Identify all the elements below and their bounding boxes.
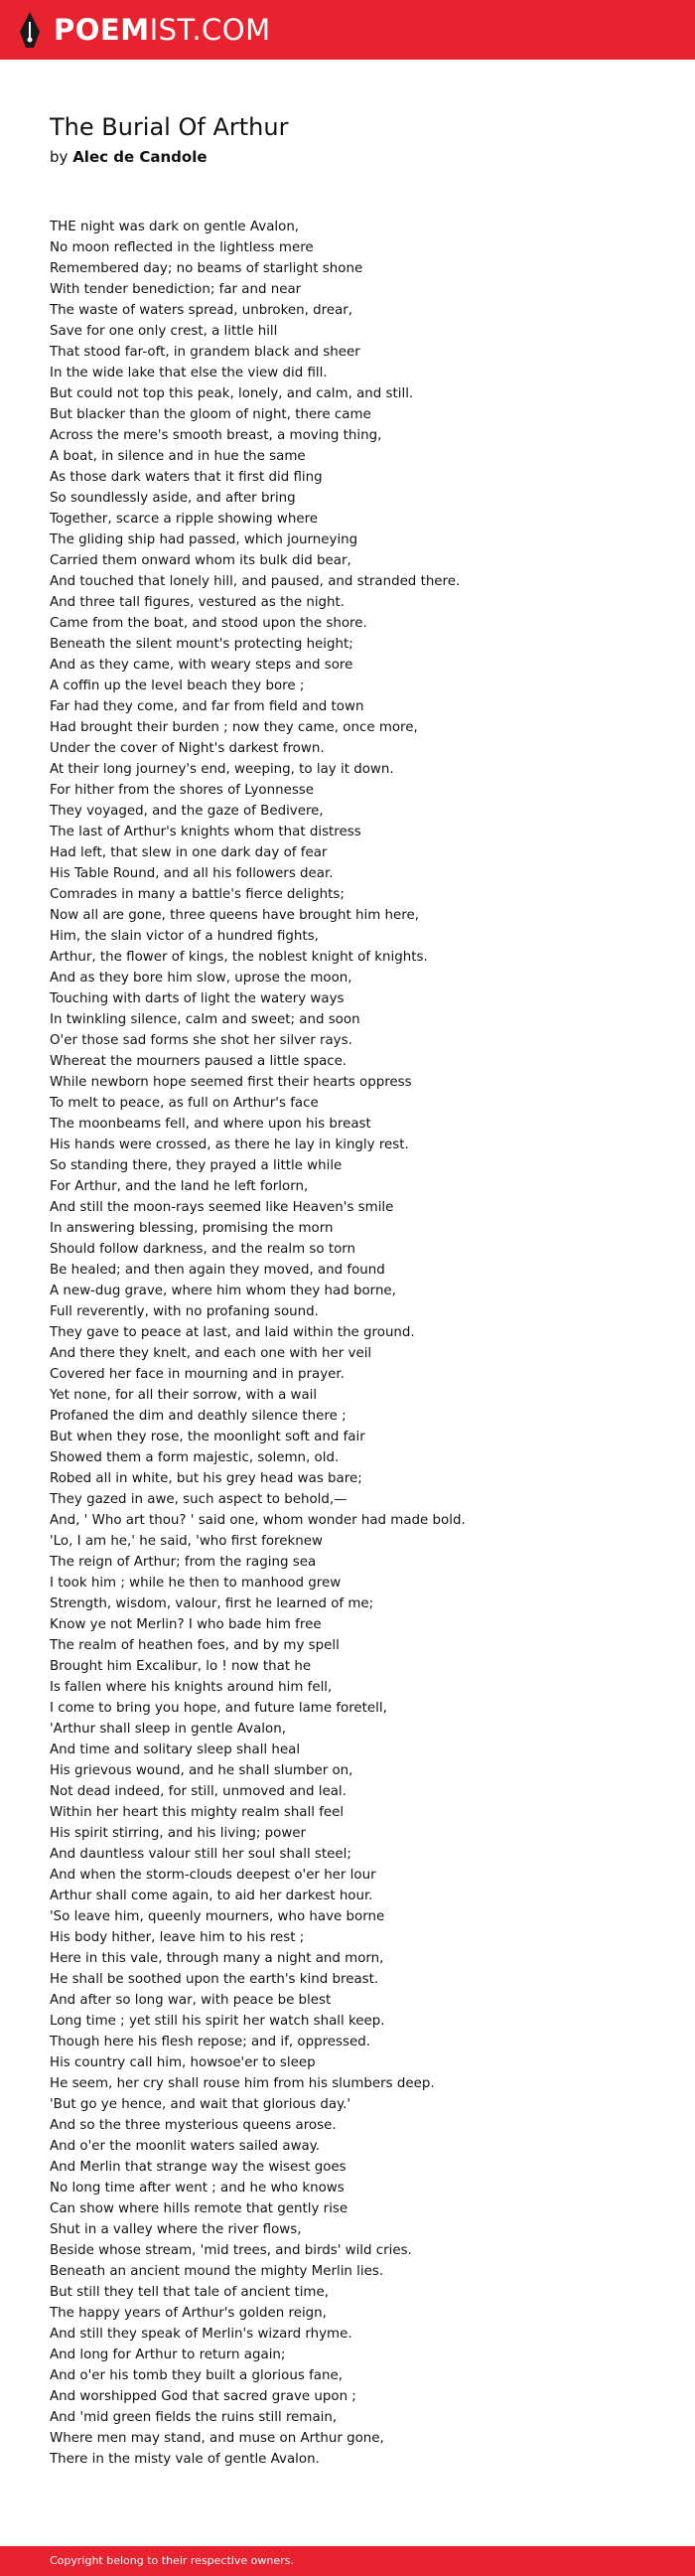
poem-line: Arthur, the flower of kings, the noblest knight of knights.: [50, 950, 428, 965]
poem-line: Within her heart this mighty realm shall feel: [50, 1805, 345, 1820]
poem-line: Beneath an ancient mound the mighty Merlin lies.: [50, 2264, 384, 2279]
poem-line: But still they tell that tale of ancient time,: [50, 2285, 329, 2300]
poem-title: The Burial Of Arthur: [50, 113, 289, 141]
poem-line: In the wide lake that else the view did fill.: [50, 366, 328, 380]
poem-line: He seem, her cry shall rouse him from his slumbers deep.: [50, 2076, 435, 2091]
poem-line: And still they speak of Merlin's wizard rhyme.: [50, 2327, 352, 2342]
brand-name: POEMIST.COM: [54, 12, 271, 47]
poem-line: The last of Arthur's knights whom that distress: [50, 825, 361, 839]
poem-line: Far had they come, and far from field and town: [50, 699, 364, 714]
poem-line: They gave to peace at last, and laid within the ground.: [50, 1325, 415, 1340]
poem-line: And long for Arthur to return again;: [50, 2348, 286, 2362]
poem-line: O'er those sad forms she shot her silver rays.: [50, 1033, 352, 1048]
poem-line: So soundlessly aside, and after bring: [50, 491, 296, 506]
poem-line: They voyaged, and the gaze of Bedivere,: [50, 804, 324, 819]
poem-line: And Merlin that strange way the wisest goes: [50, 2160, 347, 2175]
poem-line: Should follow darkness, and the realm so torn: [50, 1242, 356, 1257]
poem-line: The gliding ship had passed, which journeying: [50, 532, 358, 547]
poem-line: Remembered day; no beams of starlight shone: [50, 261, 363, 276]
poem-line: Here in this vale, through many a night and morn,: [50, 1951, 384, 1966]
site-logo[interactable]: [18, 9, 271, 51]
poem-line: Showed them a form majestic, solemn, old.: [50, 1450, 340, 1465]
poem-line: And 'mid green fields the ruins still remain,: [50, 2410, 338, 2425]
pen-nib-icon: [18, 10, 42, 50]
poem-line: No long time after went ; and he who knows: [50, 2181, 345, 2196]
poem-line: A boat, in silence and in hue the same: [50, 449, 306, 464]
poem-line: With tender benediction; far and near: [50, 282, 302, 297]
poem-line: Shut in a valley where the river flows,: [50, 2222, 302, 2237]
poem-line: Him, the slain victor of a hundred fights,: [50, 929, 319, 944]
poem-line: Came from the boat, and stood upon the shore.: [50, 616, 367, 631]
poem-line: And still the moon-rays seemed like Heaven's smile: [50, 1200, 394, 1215]
poem-line: His Table Round, and all his followers dear.: [50, 866, 334, 881]
poem-line: A new-dug grave, where him whom they had borne,: [50, 1284, 396, 1298]
poem-line: Full reverently, with no profaning sound.: [50, 1304, 319, 1319]
copyright-text: Copyright belong to their respective owners.: [50, 2554, 294, 2567]
poem-line: Now all are gone, three queens have brought him here,: [50, 908, 419, 923]
poem-line: Arthur shall come again, to aid her darkest hour.: [50, 1889, 373, 1903]
poem-line: Across the mere's smooth breast, a moving thing,: [50, 428, 382, 443]
poem-line: 'But go ye hence, and wait that glorious day.': [50, 2097, 351, 2112]
poem-line: For Arthur, and the land he left forlorn,: [50, 1179, 309, 1194]
poem-line: Beside whose stream, 'mid trees, and birds' wild cries.: [50, 2243, 412, 2258]
poem-line: Comrades in many a battle's fierce delights;: [50, 887, 345, 902]
poem-line: The moonbeams fell, and where upon his breast: [50, 1117, 371, 1132]
poem-line: Not dead indeed, for still, unmoved and leal.: [50, 1784, 347, 1799]
poem-line: Can show where hills remote that gently rise: [50, 2201, 348, 2216]
poem-line: His body hither, leave him to his rest ;: [50, 1930, 305, 1945]
poem-line: Beneath the silent mount's protecting height;: [50, 637, 353, 652]
poem-line: Had left, that slew in one dark day of fear: [50, 845, 328, 860]
poem-line: Touching with darts of light the watery ways: [50, 991, 345, 1006]
poem-line: To melt to peace, as full on Arthur's face: [50, 1096, 319, 1111]
poem-line: And touched that lonely hill, and paused, and stranded there.: [50, 574, 461, 589]
poem-line: Strength, wisdom, valour, first he learned of me;: [50, 1596, 374, 1611]
poem-line: Carried them onward whom its bulk did bear,: [50, 553, 351, 568]
poem-line: Brought him Excalibur, lo ! now that he: [50, 1659, 312, 1674]
poem-line: Covered her face in mourning and in prayer.: [50, 1367, 345, 1382]
poem-line: His spirit stirring, and his living; power: [50, 1826, 307, 1841]
poem-line: Yet none, for all their sorrow, with a wail: [50, 1388, 318, 1403]
site-footer: [0, 2546, 695, 2576]
poem-line: Where men may stand, and muse on Arthur gone,: [50, 2431, 384, 2446]
poem-line: And after so long war, with peace be blest: [50, 1993, 332, 2008]
poem-line: So standing there, they prayed a little while: [50, 1158, 343, 1173]
poem-byline: [50, 148, 208, 166]
poem-line: 'Arthur shall sleep in gentle Avalon,: [50, 1722, 286, 1737]
by-label: by: [50, 148, 69, 166]
poem-line: 'Lo, I am he,' he said, 'who first foreknew: [50, 1534, 323, 1549]
poem-line: The reign of Arthur; from the raging sea: [50, 1555, 317, 1570]
poem-line: In twinkling silence, calm and sweet; and soon: [50, 1012, 360, 1027]
poem-line: I took him ; while he then to manhood grew: [50, 1576, 342, 1591]
poem-line: The happy years of Arthur's golden reign,: [50, 2306, 327, 2321]
poem-line: Robed all in white, but his grey head was bare;: [50, 1471, 362, 1486]
poem-line: And, ' Who art thou? ' said one, whom wonder had made bold.: [50, 1513, 466, 1528]
poem-line: Under the cover of Night's darkest frown.: [50, 741, 325, 756]
poem-line: But blacker than the gloom of night, there came: [50, 407, 371, 422]
poem-line: 'So leave him, queenly mourners, who have borne: [50, 1909, 385, 1924]
poem-line: THE night was dark on gentle Avalon,: [50, 220, 300, 234]
poem-line: That stood far-oft, in grandem black and sheer: [50, 345, 360, 360]
poem-line: And there they knelt, and each one with her veil: [50, 1346, 372, 1361]
poem-line: Whereat the mourners paused a little space.: [50, 1054, 348, 1069]
poem-line: As those dark waters that it first did fling: [50, 470, 323, 485]
poem-line: And when the storm-clouds deepest o'er her lour: [50, 1868, 376, 1883]
poem-line: The realm of heathen foes, and by my spell: [50, 1638, 340, 1653]
poem-line: His hands were crossed, as there he lay in kingly rest.: [50, 1137, 409, 1152]
poem-line: Be healed; and then again they moved, and found: [50, 1263, 385, 1278]
poem-line: Though here his flesh repose; and if, oppressed.: [50, 2035, 370, 2049]
poem-line: And dauntless valour still her soul shall steel;: [50, 1847, 351, 1862]
poem-line: Together, scarce a ripple showing where: [50, 512, 319, 527]
poem-line: There in the misty vale of gentle Avalon.: [50, 2452, 320, 2467]
poem-line: And so the three mysterious queens arose.: [50, 2118, 337, 2133]
poem-line: Save for one only crest, a little hill: [50, 324, 278, 339]
site-header: [0, 0, 695, 60]
poem-line: Long time ; yet still his spirit her watch shall keep.: [50, 2014, 385, 2029]
poem-line: But could not top this peak, lonely, and calm, and still.: [50, 386, 414, 401]
poem-line: A coffin up the level beach they bore ;: [50, 679, 305, 693]
poem-line: And three tall figures, vestured as the night.: [50, 595, 346, 610]
poem-body: [50, 217, 665, 2470]
poem-line: Know ye not Merlin? I who bade him free: [50, 1617, 322, 1632]
poem-line: And as they came, with weary steps and sore: [50, 658, 353, 673]
poem-line: His country call him, howsoe'er to sleep: [50, 2055, 316, 2070]
poem-line: And time and solitary sleep shall heal: [50, 1743, 301, 1757]
poem-line: They gazed in awe, such aspect to behold,—: [50, 1492, 348, 1507]
poem-line: And o'er the moonlit waters sailed away.: [50, 2139, 321, 2154]
poem-line: The waste of waters spread, unbroken, drear,: [50, 303, 353, 318]
poem-line: His grievous wound, and he shall slumber on,: [50, 1763, 353, 1778]
author-link[interactable]: Alec de Candole: [72, 148, 208, 166]
poem-line: And o'er his tomb they built a glorious fane,: [50, 2368, 343, 2383]
poem-line: He shall be soothed upon the earth's kind breast.: [50, 1972, 379, 1987]
poem-line: In answering blessing, promising the morn: [50, 1221, 334, 1236]
poem-line: Profaned the dim and deathly silence there ;: [50, 1409, 347, 1424]
poem-line: And worshipped God that sacred grave upon ;: [50, 2389, 356, 2404]
poem-line: No moon reflected in the lightless mere: [50, 240, 314, 255]
poem-line: But when they rose, the moonlight soft and fair: [50, 1430, 365, 1444]
poem-line: I come to bring you hope, and future lame foretell,: [50, 1701, 387, 1716]
poem-line: At their long journey's end, weeping, to lay it down.: [50, 762, 394, 777]
poem-line: For hither from the shores of Lyonnesse: [50, 783, 315, 798]
poem-line: While newborn hope seemed first their hearts oppress: [50, 1075, 412, 1090]
poem-line: Is fallen where his knights around him fell,: [50, 1680, 333, 1695]
poem-line: And as they bore him slow, uprose the moon,: [50, 971, 352, 985]
poem-line: Had brought their burden ; now they came, once more,: [50, 720, 418, 735]
